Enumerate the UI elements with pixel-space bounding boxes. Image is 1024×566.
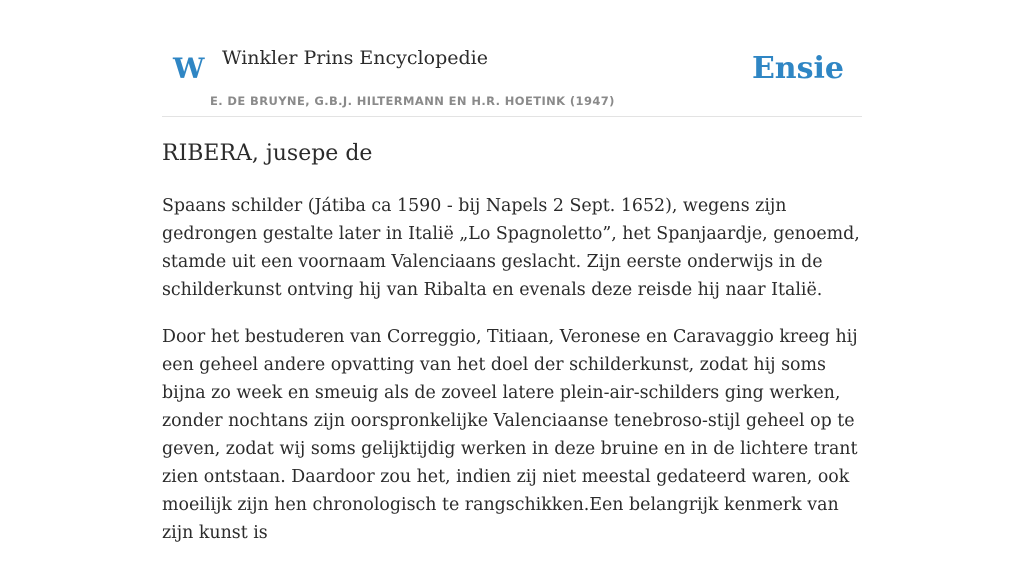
article-title: RIBERA, jusepe de (162, 141, 373, 166)
ensie-logo[interactable]: Ensie (751, 51, 844, 86)
article-paragraph: Door het bestuderen van Correggio, Titiaan, Veronese en Caravaggio kreeg hij een geheel andere opvatting van het doel der schilderkunst, zodat hij soms bijna zo week en smeuig als de zoveel latere plein-air-schilders ging werken, zonder nochtans zijn oorspronkelijke Valenciaanse tenebroso-stijl geheel op te geven, zodat wij soms gelijktijdig werken in deze bruine en in de lichtere trant zien ontstaan. Daardoor zou het, indien zij niet meestal gedateerd waren, ook moeilijk zijn hen chronologisch te rangschikken.Een belangrijk kenmerk van zijn kunst is (162, 327, 858, 543)
article (162, 138, 862, 566)
article-paragraph: Spaans schilder (Játiba ca 1590 - bij Napels 2 Sept. 1652), wegens zijn gedrongen gestalte later in Italië „Lo Spagnoletto”, het Spanjaardje, genoemd, stamde uit een voornaam Valenciaans geslacht. Zijn eerste onderwijs in de schilderkunst ontving hij van Ribalta en evenals deze reisde hij naar Italië. (162, 196, 860, 300)
site-header (162, 0, 862, 117)
winkler-prins-logo[interactable]: W (173, 52, 205, 85)
source-title[interactable]: Winkler Prins Encyclopedie (222, 47, 488, 69)
source-authors: E. DE BRUYNE, G.B.J. HILTERMANN EN H.R. HOETINK (1947) (210, 94, 615, 108)
